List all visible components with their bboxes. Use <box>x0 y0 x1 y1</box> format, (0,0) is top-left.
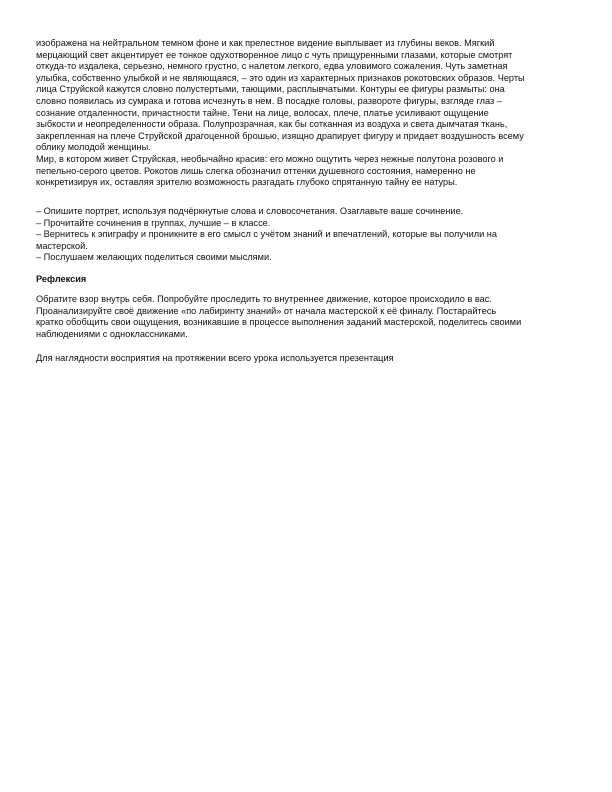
tasks-list <box>36 206 576 264</box>
text-line: пепельно-серого цветов. Рокотов лишь слегка обозначил оттенки душевного состояния, намеренно не <box>36 165 476 176</box>
text-line: Обратите взор внутрь себя. Попробуйте проследить то внутреннее движение, которое происходило в вас. <box>36 294 492 304</box>
text-line: откуда-то издалека, серьезно, немного грустно, с налетом легкого, едва уловимого сожаления. Чуть заметная <box>36 61 508 72</box>
task-item: – Прочитайте сочинения в группах, лучшие – в классе. <box>36 217 271 228</box>
text-line: Проанализируйте своё движение «по лабиринту знаний» от начала мастерской к её финалу. Постарайтесь <box>36 305 497 316</box>
text-line: конкретизируя их, оставляя зрителю возможность разгадать глубоко спрятанную тайну ее натуры. <box>36 177 458 188</box>
reflection-paragraph <box>36 294 576 340</box>
text-line: улыбка, собственно улыбкой и не являющаяся, – это один из характерных признаков рокотовских образов. Черты <box>36 72 525 83</box>
text-line: словно появилась из сумрака и готова исчезнуть в нем. В посадке головы, развороте фигуры, взгляде глаз – <box>36 95 502 106</box>
text-line: облику молодой женщины. <box>36 142 151 153</box>
text-line: лица Струйской кажутся словно полустертыми, тающими, расплывчатыми. Контуры ее фигуры размыты: она <box>36 84 505 95</box>
task-item: – Опишите портрет, используя подчёркнутые слова и словосочетания. Озаглавьте ваше сочинение. <box>36 206 464 216</box>
text-line: наблюдениями с одноклассниками. <box>36 328 188 339</box>
text-line: зыбкости и неопределенности образа. Полупрозрачная, как бы сотканная из воздуха и света дымчатая ткань, <box>36 119 508 130</box>
text-line: Мир, в котором живет Струйская, необычайно красив: его можно ощутить через нежные полутона розового и <box>36 153 504 164</box>
task-item: – Вернитесь к эпиграфу и проникните в его смысл с учётом знаний и впечатлений, которые вы получили на <box>36 229 497 240</box>
portrait-description-paragraph <box>36 38 576 189</box>
text-line: мерцающий свет акцентирует ее тонкое одухотворенное лицо с чуть прищуренными глазами, которые смотрят <box>36 49 513 60</box>
text-line: сознание отдаленности, причастности тайне. Тени на лице, волосах, плече, платье усиливают ощущение <box>36 107 489 118</box>
text-line: кратко обобщить свои ощущения, возникавшие в процессе выполнения заданий мастерской, поделитесь своими <box>36 317 522 328</box>
task-item: – Послушаем желающих поделиться своими мыслями. <box>36 252 272 263</box>
reflection-heading: Рефлексия <box>36 274 87 284</box>
task-item: мастерской. <box>36 240 88 251</box>
closing-note: Для наглядности восприятия на протяжении всего урока используется презентация <box>36 353 394 363</box>
text-line: изображена на нейтральном темном фоне и как прелестное видение выплывает из глубины веков. Мягкий <box>36 38 495 48</box>
text-line: закрепленная на плече Струйской драгоценной брошью, изящно драпирует фигуру и придает воздушность всему <box>36 130 524 141</box>
